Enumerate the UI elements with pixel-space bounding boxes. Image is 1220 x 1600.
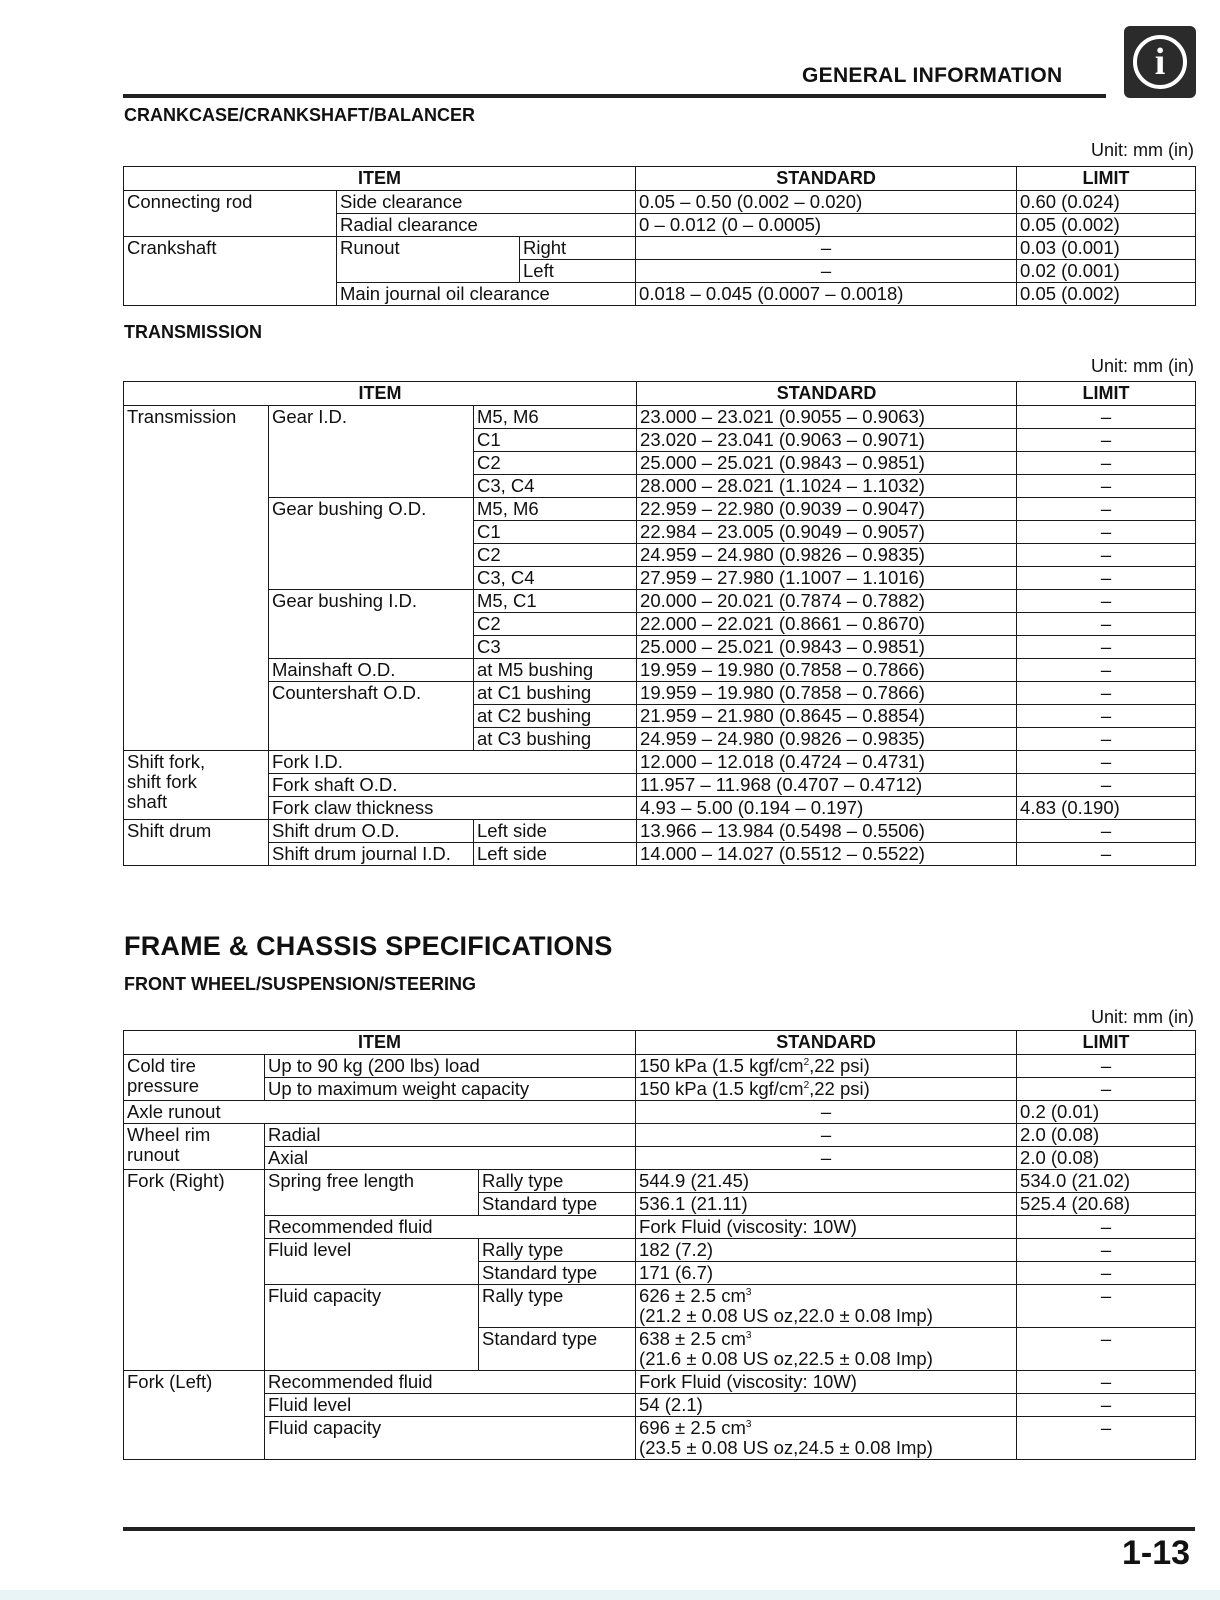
transmission-spec-table (123, 381, 1196, 866)
limit-cell: – (1017, 1216, 1196, 1239)
capacity-line1 (639, 1418, 1013, 1438)
frame-unit-label: Unit: mm (in) (1091, 1007, 1194, 1027)
pressure-value-tail: ,22 psi) (809, 1078, 870, 1099)
limit-cell: – (1017, 682, 1196, 705)
item-cell: Main journal oil clearance (337, 283, 636, 306)
standard-cell: Fork Fluid (viscosity: 10W) (636, 1371, 1017, 1394)
item-cell: Runout (337, 237, 520, 283)
table-row (124, 1371, 1196, 1394)
table-row (124, 1147, 1196, 1170)
shift-fork-label-line1: Shift fork, (127, 751, 206, 772)
sub-item-cell: Standard type (479, 1328, 636, 1371)
table-row (124, 590, 1196, 613)
pressure-value: 150 kPa (1.5 kgf/cm (639, 1078, 804, 1099)
sub-item-cell: Rally type (479, 1170, 636, 1193)
limit-cell: – (1017, 475, 1196, 498)
transmission-section-title: TRANSMISSION (124, 322, 263, 342)
limit-cell: – (1017, 1371, 1196, 1394)
footer-divider (123, 1527, 1195, 1531)
limit-cell: – (1017, 1417, 1196, 1460)
item-cell: Fork I.D. (269, 751, 637, 774)
standard-cell: 13.966 – 13.984 (0.5498 – 0.5506) (637, 820, 1017, 843)
table-row (124, 406, 1196, 429)
item-cell: Up to maximum weight capacity (265, 1078, 636, 1101)
row-label: Transmission (124, 406, 269, 751)
transmission-unit-label: Unit: mm (in) (1091, 356, 1194, 376)
limit-cell: – (1017, 705, 1196, 728)
limit-cell: – (1017, 406, 1196, 429)
pressure-value-tail: ,22 psi) (809, 1055, 870, 1076)
front-wheel-spec-table (123, 1030, 1196, 1460)
item-cell: Recommended fluid (265, 1216, 636, 1239)
sub-item-cell: at C3 bushing (474, 728, 637, 751)
limit-cell: 0.03 (0.001) (1017, 237, 1196, 260)
capacity-line1 (639, 1286, 1013, 1306)
limit-cell: – (1017, 521, 1196, 544)
sub-item-cell: Left side (474, 843, 637, 866)
page-number: 1-13 (1122, 1534, 1191, 1572)
standard-cell: 182 (7.2) (636, 1239, 1017, 1262)
standard-cell: – (636, 1147, 1017, 1170)
table-row (124, 682, 1196, 705)
info-glyph: i (1133, 35, 1187, 89)
capacity-line2: (23.5 ± 0.08 US oz,24.5 ± 0.08 Imp) (639, 1437, 933, 1458)
standard-cell: 0.018 – 0.045 (0.0007 – 0.0018) (636, 283, 1017, 306)
standard-cell: 27.959 – 27.980 (1.1007 – 1.1016) (637, 567, 1017, 590)
standard-cell: – (636, 1101, 1017, 1124)
superscript: 2 (803, 1056, 810, 1068)
limit-cell: – (1017, 613, 1196, 636)
limit-cell: – (1017, 567, 1196, 590)
table-row (124, 1417, 1196, 1460)
cold-tire-label-line2: pressure (127, 1075, 199, 1096)
limit-cell: – (1017, 774, 1196, 797)
item-cell: Fluid level (265, 1239, 479, 1285)
item-cell: Fluid capacity (265, 1417, 636, 1460)
limit-cell: 0.60 (0.024) (1017, 191, 1196, 214)
table-header-row (124, 1031, 1196, 1055)
item-cell: Fork shaft O.D. (269, 774, 637, 797)
sub-item-cell: at M5 bushing (474, 659, 637, 682)
sub-item-cell: Standard type (479, 1193, 636, 1216)
standard-cell: 11.957 – 11.968 (0.4707 – 0.4712) (637, 774, 1017, 797)
item-cell: Gear bushing O.D. (269, 498, 474, 590)
standard-cell: 19.959 – 19.980 (0.7858 – 0.7866) (637, 659, 1017, 682)
frame-chassis-title: FRAME & CHASSIS SPECIFICATIONS (124, 931, 613, 961)
standard-cell: 22.984 – 23.005 (0.9049 – 0.9057) (637, 521, 1017, 544)
table-row (124, 1285, 1196, 1328)
standard-cell: – (636, 260, 1017, 283)
capacity-value: 696 ± 2.5 cm (639, 1417, 746, 1438)
row-label (124, 1124, 265, 1170)
table-row (124, 1078, 1196, 1101)
limit-cell: – (1017, 1328, 1196, 1371)
limit-cell: – (1017, 659, 1196, 682)
sub-item-cell: at C2 bushing (474, 705, 637, 728)
table-row (124, 498, 1196, 521)
standard-cell: 544.9 (21.45) (636, 1170, 1017, 1193)
item-cell: Fluid capacity (265, 1285, 479, 1371)
sub-item-cell: Left (520, 260, 636, 283)
standard-cell: 23.000 – 23.021 (0.9055 – 0.9063) (637, 406, 1017, 429)
item-cell: Side clearance (337, 191, 636, 214)
capacity-value: 638 ± 2.5 cm (639, 1328, 746, 1349)
limit-cell: 0.05 (0.002) (1017, 214, 1196, 237)
item-cell: Recommended fluid (265, 1371, 636, 1394)
item-cell: Fluid level (265, 1394, 636, 1417)
table-row (124, 751, 1196, 774)
table-row (124, 820, 1196, 843)
standard-cell: 24.959 – 24.980 (0.9826 – 0.9835) (637, 544, 1017, 567)
standard-cell: Fork Fluid (viscosity: 10W) (636, 1216, 1017, 1239)
limit-cell: 2.0 (0.08) (1017, 1124, 1196, 1147)
standard-cell: 14.000 – 14.027 (0.5512 – 0.5522) (637, 843, 1017, 866)
standard-cell: 0.05 – 0.50 (0.002 – 0.020) (636, 191, 1017, 214)
capacity-line1 (639, 1329, 1013, 1349)
table-row (124, 1216, 1196, 1239)
limit-cell: – (1017, 1239, 1196, 1262)
cold-tire-label-line1: Cold tire (127, 1055, 196, 1076)
header-divider (123, 94, 1106, 98)
front-wheel-section-title: FRONT WHEEL/SUSPENSION/STEERING (124, 974, 477, 994)
limit-cell: – (1017, 544, 1196, 567)
standard-cell: 54 (2.1) (636, 1394, 1017, 1417)
item-cell: Radial (265, 1124, 636, 1147)
sub-item-cell: C1 (474, 521, 637, 544)
limit-cell: – (1017, 820, 1196, 843)
sub-item-cell: C3, C4 (474, 475, 637, 498)
limit-cell: – (1017, 452, 1196, 475)
table-row (124, 659, 1196, 682)
sub-item-cell: Rally type (479, 1239, 636, 1262)
standard-cell: 25.000 – 25.021 (0.9843 – 0.9851) (637, 636, 1017, 659)
item-cell: Shift drum journal I.D. (269, 843, 474, 866)
superscript: 3 (745, 1418, 752, 1430)
sub-item-cell: M5, C1 (474, 590, 637, 613)
sub-item-cell: Left side (474, 820, 637, 843)
limit-cell: 0.05 (0.002) (1017, 283, 1196, 306)
standard-cell: 22.959 – 22.980 (0.9039 – 0.9047) (637, 498, 1017, 521)
standard-cell: 536.1 (21.11) (636, 1193, 1017, 1216)
row-label: Axle runout (124, 1101, 636, 1124)
standard-cell (636, 1328, 1017, 1371)
limit-cell: – (1017, 843, 1196, 866)
sub-item-cell: C3, C4 (474, 567, 637, 590)
standard-cell: 12.000 – 12.018 (0.4724 – 0.4731) (637, 751, 1017, 774)
limit-header: LIMIT (1017, 382, 1196, 406)
item-header: ITEM (124, 167, 636, 191)
limit-cell: – (1017, 1055, 1196, 1078)
standard-cell: 24.959 – 24.980 (0.9826 – 0.9835) (637, 728, 1017, 751)
row-label: Fork (Left) (124, 1371, 265, 1460)
row-label (124, 1055, 265, 1101)
sub-item-cell: Right (520, 237, 636, 260)
limit-cell: – (1017, 498, 1196, 521)
limit-cell: – (1017, 1394, 1196, 1417)
item-cell: Mainshaft O.D. (269, 659, 474, 682)
item-cell: Gear bushing I.D. (269, 590, 474, 659)
limit-cell: – (1017, 1262, 1196, 1285)
wheel-rim-label-line1: Wheel rim (127, 1124, 211, 1145)
item-cell: Radial clearance (337, 214, 636, 237)
standard-header: STANDARD (636, 167, 1017, 191)
sub-item-cell: Standard type (479, 1262, 636, 1285)
sub-item-cell: Rally type (479, 1285, 636, 1328)
limit-header: LIMIT (1017, 167, 1196, 191)
limit-header: LIMIT (1017, 1031, 1196, 1055)
capacity-line2: (21.2 ± 0.08 US oz,22.0 ± 0.08 Imp) (639, 1305, 933, 1326)
table-header-row (124, 382, 1196, 406)
table-header-row (124, 167, 1196, 191)
limit-cell: – (1017, 751, 1196, 774)
standard-cell (636, 1285, 1017, 1328)
limit-cell: 2.0 (0.08) (1017, 1147, 1196, 1170)
row-label: Connecting rod (124, 191, 337, 237)
limit-cell: 525.4 (20.68) (1017, 1193, 1196, 1216)
limit-cell: – (1017, 636, 1196, 659)
item-header: ITEM (124, 382, 637, 406)
scan-edge-band (0, 1590, 1220, 1600)
standard-cell: 22.000 – 22.021 (0.8661 – 0.8670) (637, 613, 1017, 636)
capacity-value: 626 ± 2.5 cm (639, 1285, 746, 1306)
table-row (124, 1170, 1196, 1193)
standard-cell: 171 (6.7) (636, 1262, 1017, 1285)
capacity-line2: (21.6 ± 0.08 US oz,22.5 ± 0.08 Imp) (639, 1348, 933, 1369)
standard-cell: 20.000 – 20.021 (0.7874 – 0.7882) (637, 590, 1017, 613)
row-label: Fork (Right) (124, 1170, 265, 1371)
standard-cell: 21.959 – 21.980 (0.8645 – 0.8854) (637, 705, 1017, 728)
standard-cell: – (636, 1124, 1017, 1147)
limit-cell: 4.83 (0.190) (1017, 797, 1196, 820)
item-cell: Countershaft O.D. (269, 682, 474, 751)
standard-header: STANDARD (637, 382, 1017, 406)
crankcase-section-title: CRANKCASE/CRANKSHAFT/BALANCER (124, 105, 475, 125)
limit-cell: 0.02 (0.001) (1017, 260, 1196, 283)
limit-cell: 0.2 (0.01) (1017, 1101, 1196, 1124)
standard-cell: 28.000 – 28.021 (1.1024 – 1.1032) (637, 475, 1017, 498)
item-cell: Gear I.D. (269, 406, 474, 498)
table-row (124, 1394, 1196, 1417)
limit-cell: – (1017, 1285, 1196, 1328)
table-row (124, 237, 1196, 260)
row-label (124, 751, 269, 820)
info-icon (1124, 26, 1196, 98)
table-row (124, 1101, 1196, 1124)
row-label: Shift drum (124, 820, 269, 866)
row-label: Crankshaft (124, 237, 337, 306)
pressure-value: 150 kPa (1.5 kgf/cm (639, 1055, 804, 1076)
sub-item-cell: M5, M6 (474, 498, 637, 521)
limit-cell: – (1017, 429, 1196, 452)
limit-cell: – (1017, 728, 1196, 751)
shift-fork-label-line3: shaft (127, 791, 168, 812)
superscript: 3 (745, 1286, 752, 1298)
standard-cell: – (636, 237, 1017, 260)
table-row (124, 1124, 1196, 1147)
limit-cell: – (1017, 590, 1196, 613)
standard-cell: 0 – 0.012 (0 – 0.0005) (636, 214, 1017, 237)
sub-item-cell: C2 (474, 544, 637, 567)
table-row (124, 191, 1196, 214)
table-row (124, 774, 1196, 797)
item-cell: Axial (265, 1147, 636, 1170)
item-cell: Spring free length (265, 1170, 479, 1216)
sub-item-cell: M5, M6 (474, 406, 637, 429)
item-cell: Shift drum O.D. (269, 820, 474, 843)
standard-cell: 4.93 – 5.00 (0.194 – 0.197) (637, 797, 1017, 820)
limit-cell: – (1017, 1078, 1196, 1101)
sub-item-cell: C3 (474, 636, 637, 659)
standard-cell (636, 1078, 1017, 1101)
shift-fork-label-line2: shift fork (127, 771, 197, 792)
table-row (124, 797, 1196, 820)
table-row (124, 1239, 1196, 1262)
standard-cell: 25.000 – 25.021 (0.9843 – 0.9851) (637, 452, 1017, 475)
standard-cell (636, 1055, 1017, 1078)
sub-item-cell: at C1 bushing (474, 682, 637, 705)
item-cell: Up to 90 kg (200 lbs) load (265, 1055, 636, 1078)
sub-item-cell: C2 (474, 613, 637, 636)
table-row (124, 1055, 1196, 1078)
standard-cell (636, 1417, 1017, 1460)
standard-cell: 19.959 – 19.980 (0.7858 – 0.7866) (637, 682, 1017, 705)
page-header-title: GENERAL INFORMATION (802, 64, 1063, 87)
superscript: 2 (803, 1079, 810, 1091)
superscript: 3 (745, 1329, 752, 1341)
crankcase-spec-table (123, 166, 1196, 306)
limit-cell: 534.0 (21.02) (1017, 1170, 1196, 1193)
sub-item-cell: C1 (474, 429, 637, 452)
crankcase-unit-label: Unit: mm (in) (1091, 140, 1194, 160)
table-row (124, 843, 1196, 866)
item-cell: Fork claw thickness (269, 797, 637, 820)
standard-header: STANDARD (636, 1031, 1017, 1055)
item-header: ITEM (124, 1031, 636, 1055)
standard-cell: 23.020 – 23.041 (0.9063 – 0.9071) (637, 429, 1017, 452)
wheel-rim-label-line2: runout (127, 1144, 180, 1165)
sub-item-cell: C2 (474, 452, 637, 475)
